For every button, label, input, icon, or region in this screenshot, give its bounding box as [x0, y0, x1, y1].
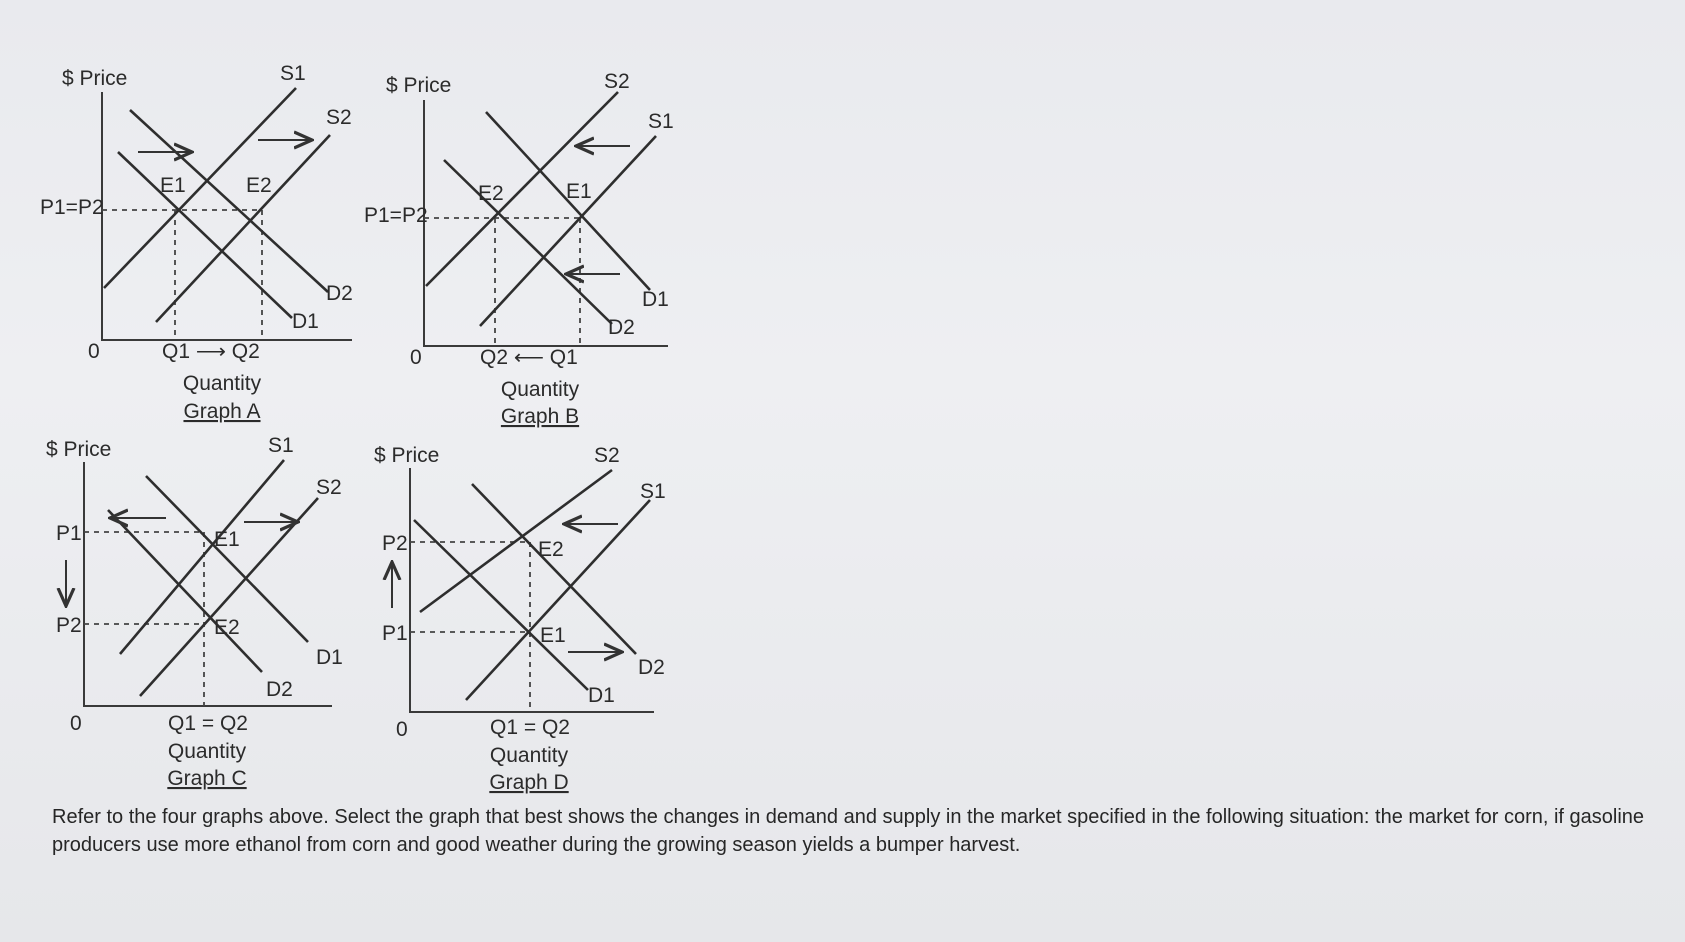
- graph-b-caption: Graph B: [500, 405, 580, 428]
- graph-a-y-axis-label: $ Price: [62, 67, 128, 90]
- graph-a-e2-label: E2: [246, 174, 272, 197]
- graph-b-d2-label: D2: [608, 316, 635, 339]
- graph-c-e1-label: E1: [214, 528, 240, 551]
- graph-b: [364, 70, 674, 428]
- graph-b-quantity-change: Q2 ⟵ Q1: [480, 346, 578, 369]
- graph-c-caption: Graph C: [167, 767, 247, 790]
- graph-b-d1-label: D1: [642, 288, 669, 311]
- graph-c-p1-label: P1: [56, 522, 82, 545]
- graph-a-axes: [102, 92, 352, 340]
- graph-c: [46, 434, 343, 790]
- graph-a-e1-label: E1: [160, 174, 186, 197]
- graph-c-s1-curve: [120, 460, 284, 654]
- graph-d-d1-label: D1: [588, 684, 615, 707]
- graph-d-e2-label: E2: [538, 538, 564, 561]
- graph-a-caption: Graph A: [183, 400, 261, 423]
- graph-b-s2-label: S2: [604, 70, 630, 93]
- graph-d-e1-label: E1: [540, 624, 566, 647]
- graph-b-s1-label: S1: [648, 110, 674, 133]
- graph-c-d2-label: D2: [266, 678, 293, 701]
- graph-c-origin: 0: [70, 712, 82, 735]
- graph-b-axes: [424, 100, 668, 346]
- graph-b-e1-label: E1: [566, 180, 592, 203]
- question-text: Refer to the four graphs above. Select the graph that best shows the changes in demand and supply in the market specified in the following situation: the market for corn, if gasoline producers use more ethanol from corn and good weather during the growing season yields a bumper harvest.: [52, 806, 1645, 856]
- graph-b-price-label: P1=P2: [364, 204, 428, 227]
- graph-c-p2-label: P2: [56, 614, 82, 637]
- graph-d-p1-label: P1: [382, 622, 408, 645]
- graph-a-x-axis-label: Quantity: [182, 372, 262, 395]
- graph-c-axes: [84, 462, 332, 706]
- graph-a-s2-label: S2: [326, 106, 352, 129]
- graph-d-d2-label: D2: [638, 656, 665, 679]
- graph-d-p2-label: P2: [382, 532, 408, 555]
- graph-d-s2-label: S2: [594, 444, 620, 467]
- graph-b-e2-label: E2: [478, 182, 504, 205]
- graph-c-d1-label: D1: [316, 646, 343, 669]
- graph-a-d2-label: D2: [326, 282, 353, 305]
- graph-a-quantity-change: Q1 ⟶ Q2: [162, 340, 260, 363]
- graph-c-s1-label: S1: [268, 434, 294, 457]
- graph-a-price-label: P1=P2: [40, 196, 104, 219]
- graph-d: [374, 444, 666, 794]
- graph-d-s1-curve: [466, 500, 650, 700]
- graph-c-quantity-change: Q1 = Q2: [168, 712, 248, 735]
- graph-d-quantity-change: Q1 = Q2: [490, 716, 570, 739]
- graph-c-e2-label: E2: [214, 616, 240, 639]
- graph-a-d2-curve: [130, 110, 328, 292]
- graph-d-axes: [410, 468, 654, 712]
- graph-d-caption: Graph D: [489, 771, 569, 794]
- graph-b-s1-curve: [480, 136, 656, 326]
- graph-a: [40, 62, 353, 423]
- graph-d-s1-label: S1: [640, 480, 666, 503]
- graph-d-y-axis-label: $ Price: [374, 444, 440, 467]
- graph-a-s2-curve: [156, 135, 330, 322]
- graph-b-origin: 0: [410, 346, 422, 369]
- graph-d-origin: 0: [396, 718, 408, 741]
- graph-a-s1-label: S1: [280, 62, 306, 85]
- graph-a-origin: 0: [88, 340, 100, 363]
- graph-d-s2-curve: [420, 470, 612, 612]
- graph-c-s2-label: S2: [316, 476, 342, 499]
- graph-d-x-axis-label: Quantity: [489, 744, 569, 767]
- graph-c-y-axis-label: $ Price: [46, 438, 112, 461]
- graph-c-x-axis-label: Quantity: [167, 740, 247, 763]
- graph-b-y-axis-label: $ Price: [386, 74, 452, 97]
- graph-a-d1-label: D1: [292, 310, 319, 333]
- graph-b-x-axis-label: Quantity: [500, 378, 580, 401]
